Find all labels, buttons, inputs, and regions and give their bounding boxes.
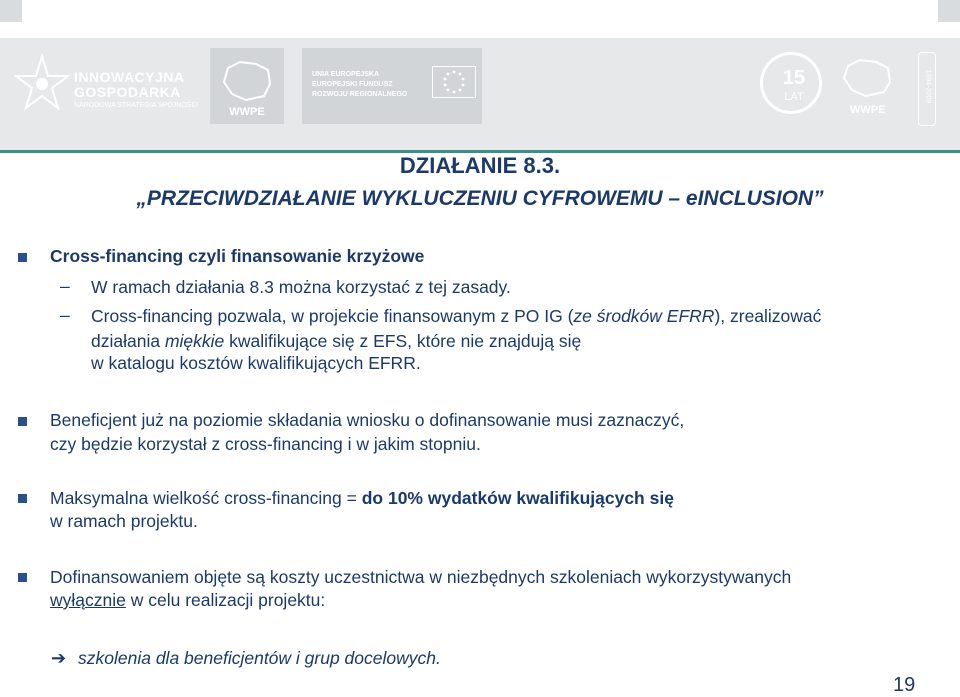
wwpe-logo-text: WWPE (229, 106, 265, 118)
eu-fund-text: UNIA EUROPEJSKA EUROPEJSKI FUNDUSZ ROZWOJU REGIONALNEGO (312, 71, 408, 98)
bullet-square (18, 494, 27, 503)
page-title: DZIAŁANIE 8.3. (399, 153, 561, 178)
eu-fund-logo (302, 48, 482, 124)
paragraph-dofinansowanie-line2: wyłącznie w celu realizacji projektu: (50, 590, 326, 610)
arrow-item-szkolenia: szkolenia dla beneficjentów i grup docelowych. (78, 648, 441, 668)
header-banner (0, 0, 960, 152)
poland-map-icon (210, 54, 284, 106)
page-number: 19 (893, 674, 916, 696)
arrow-right-icon: ➔ (51, 648, 67, 668)
header-corner-left (0, 0, 22, 22)
section-heading-cross-financing: Cross-financing czyli finansowanie krzyżowe (50, 246, 425, 266)
paragraph-beneficjent-line2: czy będzie korzystał z cross-financing i w jakim stopniu. (50, 434, 481, 454)
15-years-wwpe-logo (760, 52, 936, 126)
sub-item-2-line2: działania miękkie kwalifikujące się z EFS, które nie znajdują się (91, 331, 582, 351)
sub-item-2-line3: w katalogu kosztów kwalifikujących EFRR. (91, 353, 421, 373)
bullet-square (18, 417, 27, 426)
wwpe-logo (210, 48, 284, 124)
ig-logo-title: INNOWACYJNA GOSPODARKA (74, 69, 185, 100)
dash-marker: – (60, 276, 70, 296)
paragraph-max-line2: w ramach projektu. (50, 511, 198, 531)
wwpe-text-2: WWPE (850, 104, 886, 116)
years-label: 1994-2009 (918, 52, 936, 126)
header-corner-right (938, 0, 960, 22)
bullet-square (18, 253, 27, 262)
paragraph-beneficjent-line1: Beneficjent już na poziomie składania wniosku o dofinansowanie musi zaznaczyć, (50, 410, 685, 430)
innowacyjna-gospodarka-logo (14, 52, 210, 122)
sub-item-2-line1: Cross-financing pozwala, w projekcie finansowanym z PO IG (ze środków EFRR), zrealizować (91, 306, 822, 326)
sub-item-1: W ramach działania 8.3 można korzystać z tej zasady. (91, 277, 511, 297)
paragraph-dofinansowanie-line1: Dofinansowaniem objęte są koszty uczestnictwa w niezbędnych szkoleniach wykorzystywanych (50, 567, 792, 587)
dash-marker: – (60, 305, 70, 325)
page-subtitle: „PRZECIWDZIAŁANIE WYKLUCZENIU CYFROWEMU – eINCLUSION” (136, 187, 824, 210)
bullet-square (18, 573, 27, 582)
ig-logo-subtitle: NARODOWA STRATEGIA SPÓJNOŚCI (74, 102, 199, 109)
poland-map-icon-2 (834, 54, 904, 100)
ig-star-icon (14, 52, 70, 120)
eu-flag-icon (432, 66, 476, 98)
15-years-badge: 15 LAT (760, 52, 822, 114)
paragraph-max-cross-financing: Maksymalna wielkość cross-financing = do 10% wydatków kwalifikujących się (50, 488, 674, 508)
